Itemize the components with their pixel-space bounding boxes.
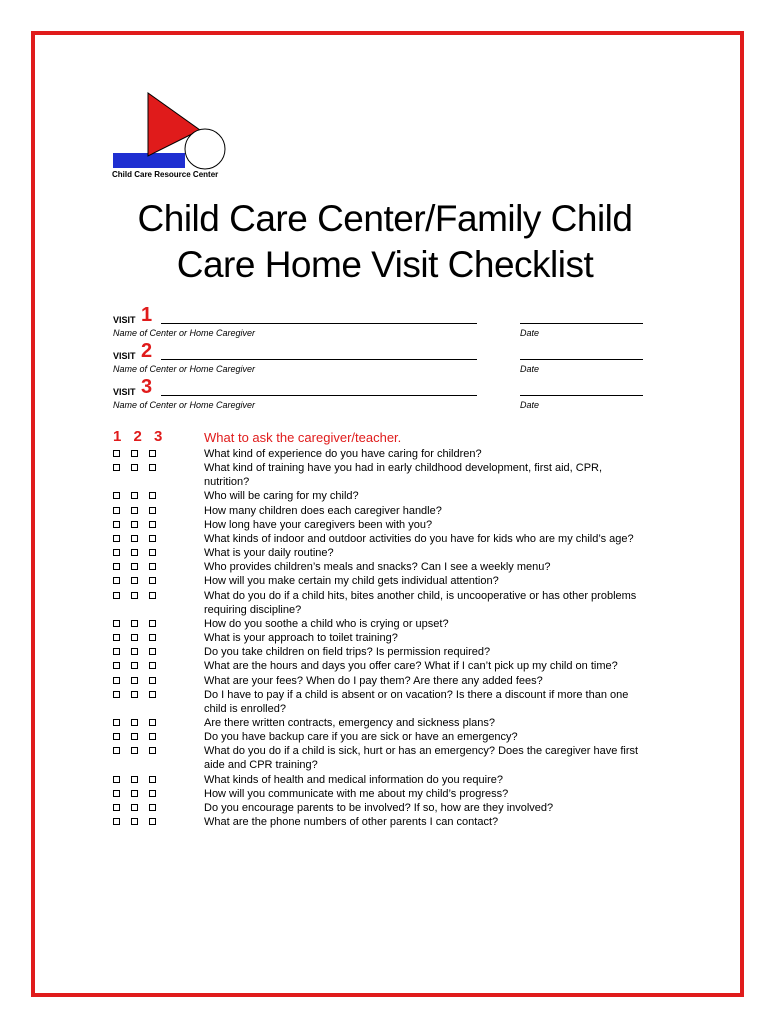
question-text bbox=[204, 574, 673, 588]
question-row bbox=[113, 461, 673, 489]
visit-3-checkbox[interactable] bbox=[149, 804, 156, 811]
question-row bbox=[113, 688, 673, 716]
question-row bbox=[113, 730, 673, 744]
visit-2-checkbox[interactable] bbox=[131, 804, 138, 811]
visit-1-checkbox[interactable] bbox=[113, 577, 120, 584]
question-text bbox=[204, 744, 673, 772]
visit-2-checkbox[interactable] bbox=[131, 776, 138, 783]
visit-2-checkbox[interactable] bbox=[131, 733, 138, 740]
question-text bbox=[204, 815, 673, 829]
visit-2-checkbox[interactable] bbox=[131, 662, 138, 669]
visit-3-checkbox[interactable] bbox=[149, 521, 156, 528]
visit-3-checkbox[interactable] bbox=[149, 507, 156, 514]
visit-checkboxes bbox=[113, 489, 204, 503]
question-row bbox=[113, 617, 673, 631]
visit-2-checkbox[interactable] bbox=[131, 677, 138, 684]
question-line: How will you communicate with me about my child’s progress? bbox=[204, 787, 509, 800]
question-row bbox=[113, 546, 673, 560]
question-text bbox=[204, 801, 673, 815]
question-line: Who will be caring for my child? bbox=[204, 490, 359, 503]
visit-checkboxes bbox=[113, 659, 204, 673]
visit-checkboxes bbox=[113, 617, 204, 631]
logo-graphic bbox=[112, 92, 232, 170]
logo-circle bbox=[185, 129, 225, 169]
question-text bbox=[204, 532, 673, 546]
visit-label: VISIT bbox=[113, 387, 136, 397]
question-line: What kinds of health and medical information do you require? bbox=[204, 773, 504, 786]
visit-3-checkbox[interactable] bbox=[149, 634, 156, 641]
visit-3-checkbox[interactable] bbox=[149, 818, 156, 825]
question-row bbox=[113, 773, 673, 787]
visit-3-checkbox[interactable] bbox=[149, 648, 156, 655]
question-line: What kind of training have you had in early childhood development, first aid, CPR, bbox=[204, 462, 603, 475]
question-text bbox=[204, 688, 673, 716]
visit-2-checkbox[interactable] bbox=[131, 507, 138, 514]
visit-number: 2 bbox=[141, 340, 153, 362]
question-line: What kinds of indoor and outdoor activities do you have for kids who are my child’s age? bbox=[204, 532, 634, 545]
visit-3-checkbox[interactable] bbox=[149, 450, 156, 457]
visit-1-checkbox[interactable] bbox=[113, 677, 120, 684]
visit-1-checkbox[interactable] bbox=[113, 818, 120, 825]
visit-checkboxes bbox=[113, 504, 204, 518]
visit-3-checkbox[interactable] bbox=[149, 776, 156, 783]
visit-1-checkbox[interactable] bbox=[113, 592, 120, 599]
visit-1-checkbox[interactable] bbox=[113, 620, 120, 627]
visit-2-checkbox[interactable] bbox=[131, 620, 138, 627]
question-line: What kind of experience do you have caring for children? bbox=[204, 448, 482, 460]
question-list bbox=[113, 447, 673, 829]
visit-3-checkbox[interactable] bbox=[149, 677, 156, 684]
visit-2-checkbox[interactable] bbox=[131, 648, 138, 655]
date-field[interactable] bbox=[520, 395, 643, 396]
visit-checkboxes bbox=[113, 787, 204, 801]
visit-checkboxes bbox=[113, 447, 204, 461]
visit-1-checkbox[interactable] bbox=[113, 747, 120, 754]
visit-checkboxes bbox=[113, 744, 204, 772]
visit-number: 3 bbox=[141, 376, 153, 398]
visit-2-checkbox[interactable] bbox=[131, 521, 138, 528]
visit-3-checkbox[interactable] bbox=[149, 464, 156, 471]
question-text bbox=[204, 617, 673, 631]
question-line: Who provides children’s meals and snacks? Can I see a weekly menu? bbox=[204, 561, 551, 574]
visit-checkboxes bbox=[113, 546, 204, 560]
visit-1-checkbox[interactable] bbox=[113, 492, 120, 499]
visit-row-1 bbox=[113, 304, 653, 346]
date-field[interactable] bbox=[520, 359, 643, 360]
question-line: What is your approach to toilet training? bbox=[204, 632, 398, 645]
date-caption: Date bbox=[520, 364, 540, 374]
question-row bbox=[113, 744, 673, 772]
visit-3-checkbox[interactable] bbox=[149, 733, 156, 740]
question-line: How many children does each caregiver handle? bbox=[204, 504, 442, 517]
question-row bbox=[113, 631, 673, 645]
visit-1-checkbox[interactable] bbox=[113, 549, 120, 556]
visit-row-3 bbox=[113, 376, 653, 418]
visit-2-checkbox[interactable] bbox=[131, 691, 138, 698]
question-line: What is your daily routine? bbox=[204, 547, 334, 560]
questions-heading: What to ask the caregiver/teacher. bbox=[204, 430, 402, 445]
visit-2-checkbox[interactable] bbox=[131, 549, 138, 556]
name-field[interactable] bbox=[161, 395, 477, 396]
visit-checkboxes bbox=[113, 730, 204, 744]
visit-checkboxes bbox=[113, 773, 204, 787]
visit-column-numbers: 1 2 3 bbox=[113, 428, 163, 445]
visit-2-checkbox[interactable] bbox=[131, 492, 138, 499]
question-line-continued: aide and CPR training? bbox=[204, 759, 318, 772]
visit-3-checkbox[interactable] bbox=[149, 620, 156, 627]
question-text bbox=[204, 787, 673, 801]
question-text bbox=[204, 489, 673, 503]
visit-checkboxes bbox=[113, 801, 204, 815]
date-caption: Date bbox=[520, 400, 540, 410]
question-line: Are there written contracts, emergency and sickness plans? bbox=[204, 716, 496, 729]
question-line: How will you make certain my child gets individual attention? bbox=[204, 575, 499, 588]
title-line-1: Child Care Center/Family Child bbox=[137, 198, 633, 239]
visit-checkboxes bbox=[113, 674, 204, 688]
question-text bbox=[204, 504, 673, 518]
visit-1-checkbox[interactable] bbox=[113, 662, 120, 669]
visit-2-checkbox[interactable] bbox=[131, 563, 138, 570]
name-field[interactable] bbox=[161, 323, 477, 324]
visit-2-checkbox[interactable] bbox=[131, 450, 138, 457]
visit-1-checkbox[interactable] bbox=[113, 691, 120, 698]
question-row bbox=[113, 815, 673, 829]
question-line: What are the hours and days you offer care? What if I can’t pick up my child on time? bbox=[204, 660, 618, 673]
question-line: How do you soothe a child who is crying or upset? bbox=[204, 617, 449, 630]
question-line: Do you encourage parents to be involved? If so, how are they involved? bbox=[204, 801, 554, 814]
question-line: Do you take children on field trips? Is permission required? bbox=[204, 646, 491, 659]
question-row bbox=[113, 518, 673, 532]
question-row bbox=[113, 489, 673, 503]
question-text bbox=[204, 773, 673, 787]
visit-1-checkbox[interactable] bbox=[113, 535, 120, 542]
title-line-2: Care Home Visit Checklist bbox=[176, 244, 594, 285]
question-text bbox=[204, 659, 673, 673]
visit-2-checkbox[interactable] bbox=[131, 634, 138, 641]
visit-3-checkbox[interactable] bbox=[149, 535, 156, 542]
visit-row-2 bbox=[113, 340, 653, 382]
question-text bbox=[204, 674, 673, 688]
visit-3-checkbox[interactable] bbox=[149, 691, 156, 698]
visit-2-checkbox[interactable] bbox=[131, 535, 138, 542]
visit-checkboxes bbox=[113, 688, 204, 716]
date-caption: Date bbox=[520, 328, 540, 338]
visit-1-checkbox[interactable] bbox=[113, 563, 120, 570]
question-text bbox=[204, 645, 673, 659]
visit-checkboxes bbox=[113, 560, 204, 574]
visit-label: VISIT bbox=[113, 315, 136, 325]
question-line: How long have your caregivers been with you? bbox=[204, 518, 433, 531]
question-line-continued: child is enrolled? bbox=[204, 702, 286, 715]
question-row bbox=[113, 659, 673, 673]
visit-1-checkbox[interactable] bbox=[113, 790, 120, 797]
question-row bbox=[113, 674, 673, 688]
question-text bbox=[204, 518, 673, 532]
visit-2-checkbox[interactable] bbox=[131, 790, 138, 797]
question-text bbox=[204, 461, 673, 489]
visit-checkboxes bbox=[113, 815, 204, 829]
visit-checkboxes bbox=[113, 518, 204, 532]
question-line: What are the phone numbers of other parents I can contact? bbox=[204, 816, 499, 829]
visit-number: 1 bbox=[141, 304, 153, 326]
visit-1-checkbox[interactable] bbox=[113, 719, 120, 726]
question-text bbox=[204, 447, 673, 461]
visit-3-checkbox[interactable] bbox=[149, 492, 156, 499]
visit-2-checkbox[interactable] bbox=[131, 464, 138, 471]
question-row bbox=[113, 504, 673, 518]
visit-2-checkbox[interactable] bbox=[131, 719, 138, 726]
visit-1-checkbox[interactable] bbox=[113, 648, 120, 655]
question-row bbox=[113, 801, 673, 815]
visit-3-checkbox[interactable] bbox=[149, 662, 156, 669]
question-row bbox=[113, 574, 673, 588]
question-text bbox=[204, 716, 673, 730]
visit-3-checkbox[interactable] bbox=[149, 790, 156, 797]
visit-2-checkbox[interactable] bbox=[131, 577, 138, 584]
visit-1-checkbox[interactable] bbox=[113, 776, 120, 783]
question-row bbox=[113, 447, 673, 461]
question-text bbox=[204, 546, 673, 560]
visit-checkboxes bbox=[113, 589, 204, 617]
question-text bbox=[204, 560, 673, 574]
question-row bbox=[113, 645, 673, 659]
visit-1-checkbox[interactable] bbox=[113, 634, 120, 641]
question-line: What do you do if a child hits, bites another child, is uncooperative or has other problems bbox=[204, 589, 637, 602]
visit-label: VISIT bbox=[113, 351, 136, 361]
question-row bbox=[113, 589, 673, 617]
visit-checkboxes bbox=[113, 645, 204, 659]
visit-1-checkbox[interactable] bbox=[113, 507, 120, 514]
visit-checkboxes bbox=[113, 461, 204, 489]
question-text bbox=[204, 589, 673, 617]
logo bbox=[112, 92, 232, 182]
visit-checkboxes bbox=[113, 574, 204, 588]
name-field[interactable] bbox=[161, 359, 477, 360]
logo-caption: Child Care Resource Center bbox=[112, 170, 219, 179]
name-caption: Name of Center or Home Caregiver bbox=[113, 364, 256, 374]
question-row bbox=[113, 787, 673, 801]
visit-1-checkbox[interactable] bbox=[113, 450, 120, 457]
visit-3-checkbox[interactable] bbox=[149, 577, 156, 584]
page-title bbox=[0, 196, 770, 288]
name-caption: Name of Center or Home Caregiver bbox=[113, 400, 256, 410]
question-line: What do you do if a child is sick, hurt or has an emergency? Does the caregiver have first bbox=[204, 745, 639, 758]
question-line-continued: nutrition? bbox=[204, 476, 250, 489]
visit-checkboxes bbox=[113, 631, 204, 645]
visit-2-checkbox[interactable] bbox=[131, 818, 138, 825]
question-line: Do I have to pay if a child is absent or on vacation? Is there a discount if more than one bbox=[204, 688, 629, 701]
question-line: Do you have backup care if you are sick or have an emergency? bbox=[204, 731, 518, 744]
visit-1-checkbox[interactable] bbox=[113, 464, 120, 471]
visit-1-checkbox[interactable] bbox=[113, 804, 120, 811]
date-field[interactable] bbox=[520, 323, 643, 324]
visit-1-checkbox[interactable] bbox=[113, 521, 120, 528]
question-line-continued: requiring discipline? bbox=[204, 603, 302, 616]
question-row bbox=[113, 716, 673, 730]
question-row bbox=[113, 560, 673, 574]
visit-1-checkbox[interactable] bbox=[113, 733, 120, 740]
visit-3-checkbox[interactable] bbox=[149, 747, 156, 754]
question-line: What are your fees? When do I pay them? Are there any added fees? bbox=[204, 674, 543, 687]
question-text bbox=[204, 730, 673, 744]
visit-3-checkbox[interactable] bbox=[149, 549, 156, 556]
visit-2-checkbox[interactable] bbox=[131, 592, 138, 599]
visit-2-checkbox[interactable] bbox=[131, 747, 138, 754]
visit-3-checkbox[interactable] bbox=[149, 563, 156, 570]
question-text bbox=[204, 631, 673, 645]
visit-checkboxes bbox=[113, 532, 204, 546]
visit-3-checkbox[interactable] bbox=[149, 592, 156, 599]
visit-3-checkbox[interactable] bbox=[149, 719, 156, 726]
name-caption: Name of Center or Home Caregiver bbox=[113, 328, 256, 338]
question-row bbox=[113, 532, 673, 546]
visit-checkboxes bbox=[113, 716, 204, 730]
